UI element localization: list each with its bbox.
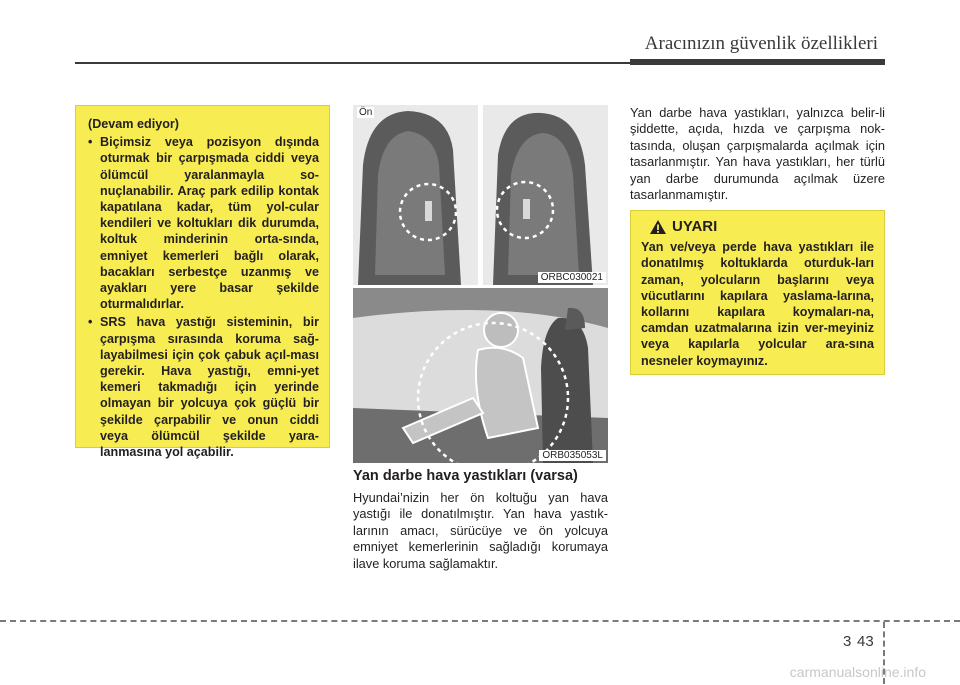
- figure-code: ORB035053L: [539, 450, 606, 461]
- warning-title-text: UYARI: [672, 218, 718, 235]
- section-heading: Yan darbe hava yastıkları (varsa): [353, 468, 578, 484]
- warning-title: [649, 219, 874, 235]
- right-paragraph: Yan darbe hava yastıkları, yalnızca belir-li şiddette, açıda, hızda ve çarpışma nok-tasında, oluşan çarpışmalarda açılmak için tasarlanmıştır. Yan hava yastıkları, her türlü yan darbe durumunda açılmak üzere tasarlanmamıştır.: [630, 105, 885, 203]
- warning-triangle-icon: [649, 219, 667, 235]
- left-warning-box: [75, 105, 330, 460]
- section-paragraph: Hyundai’nizin her ön koltuğu yan hava yastığı ile donatılmıştır. Yan hava yastık-larının amacı, sürücüye ve ön yolcuya emniyet kemerlerinin sağladığı korumaya ilave koruma sağlamaktır.: [353, 490, 608, 571]
- continued-label: (Devam ediyor): [88, 117, 179, 131]
- chapter-title: Aracınızın güvenlik özellikleri: [644, 33, 878, 54]
- occupant-drawing: [353, 288, 608, 463]
- occupant-airbag-illustration: [353, 288, 608, 463]
- warning-bullet: • Biçimsiz veya pozisyon dışında oturmak bir çarpışmada ciddi veya ölümcül yaralanmayla so-nuçlanabilir. Araç park edilip kontak kapatılana kadar, tüm yol-cular kendileri ve koltukları dik durumda, koltuk minderinin orta-sında, emniyet kemerleri bağlı olarak, bacakları serbestçe uzanmış ve ayakları yere basar şekilde oturmalıdırlar.: [88, 134, 319, 312]
- warning-box: [630, 210, 885, 375]
- page-number: 43: [857, 633, 874, 650]
- figure-code: ORBC030021: [538, 272, 606, 283]
- seats-drawing: [353, 105, 608, 285]
- front-label: Ön: [359, 107, 373, 118]
- seats-illustration: [353, 105, 608, 285]
- footer-rule: [0, 620, 960, 622]
- warning-bullet-list: [88, 134, 319, 460]
- watermark: carmanualsonline.info: [789, 664, 926, 680]
- chapter-number: 3: [843, 633, 852, 650]
- header-rule-accent: [630, 59, 885, 65]
- warning-text: Yan ve/veya perde hava yastıkları ile donatılmış koltuklarda oturduk-ları zaman, yolcuların başlarını veya vücutlarını kapılara yaslama-larına, kollarını kapılara koymaları-na, camdan uzatmalarına izin ver-meyiniz veya kapılarla yolcular ara-sına nesneler koymayınız.: [641, 240, 874, 368]
- warning-bullet: • SRS hava yastığı sisteminin, bir çarpışma sırasında koruma sağ-layabilmesi için çok çabuk açıl-ması gerekir. Hava yastığı, emni-yet kemeri takmadığı için yerinde olmayan bir yolcuya çok güçlü bir şekilde çarpabilir ve onun ciddi veya ölümcül şekilde yara-lanmasına yol açabilir.: [88, 314, 319, 460]
